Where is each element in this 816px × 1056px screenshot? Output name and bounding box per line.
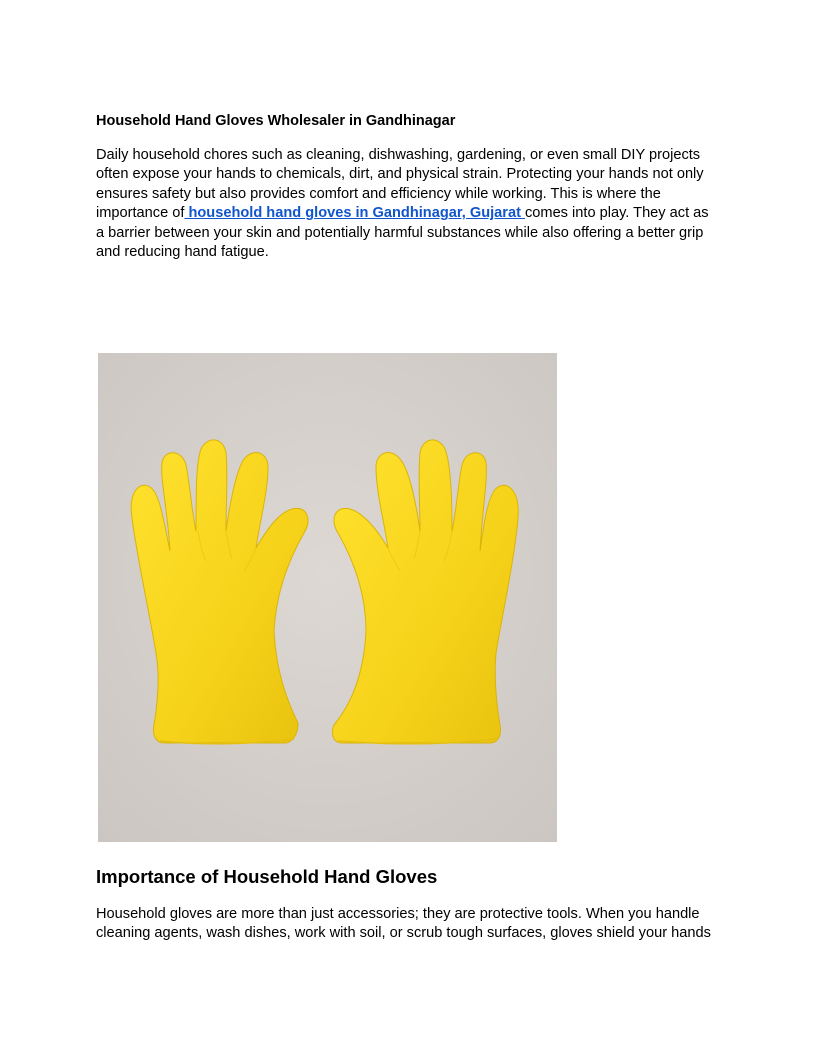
document-title: Household Hand Gloves Wholesaler in Gandhinagar — [96, 113, 456, 129]
intro-line-with-link — [96, 204, 720, 223]
section-line: cleaning agents, wash dishes, work with soil, or scrub tough surfaces, gloves shield your hands — [96, 925, 711, 942]
gloves-illustration — [98, 353, 557, 842]
intro-line: Daily household chores such as cleaning, dishwashing, gardening, or even small DIY projects — [96, 147, 701, 163]
section-line: Household gloves are more than just accessories; they are protective tools. When you handle — [96, 906, 700, 922]
gloves-image — [98, 353, 557, 842]
intro-paragraph — [96, 146, 720, 262]
intro-line: and reducing hand fatigue. — [96, 244, 269, 261]
gloves-gandhinagar-link[interactable]: household hand gloves in Gandhinagar, Gujarat — [184, 205, 525, 222]
intro-line: a barrier between your skin and potentially harmful substances while also offering a better grip — [96, 224, 704, 241]
intro-text: comes into play. They act as — [525, 205, 709, 222]
intro-line: ensures safety but also provides comfort and efficiency while working. This is where the — [96, 185, 661, 202]
section-heading: Importance of Household Hand Gloves — [96, 866, 438, 887]
section-paragraph — [96, 905, 720, 944]
intro-line: often expose your hands to chemicals, dirt, and physical strain. Protecting your hands not only — [96, 166, 704, 183]
intro-text: importance of — [96, 205, 185, 222]
